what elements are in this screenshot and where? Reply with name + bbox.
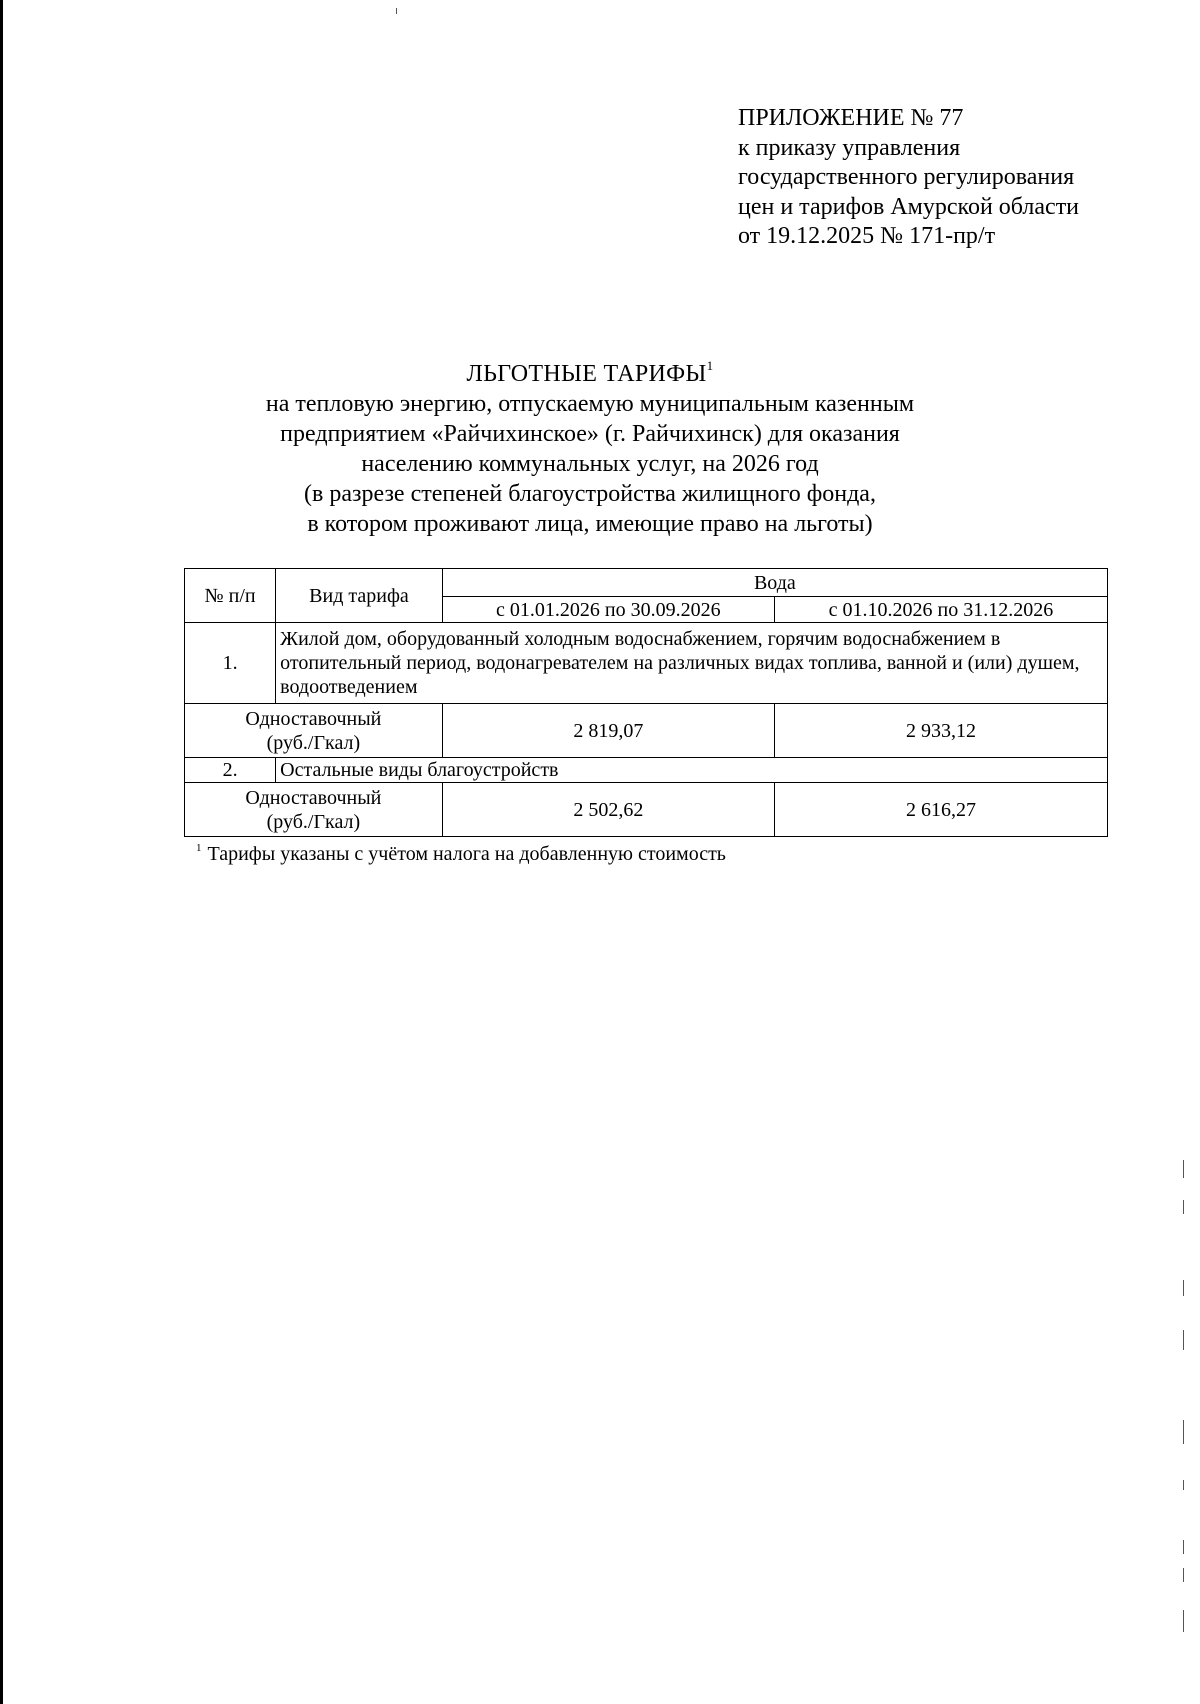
- tariff-value: 2 616,27: [774, 783, 1107, 837]
- appendix-line: государственного регулирования: [738, 164, 1075, 190]
- scan-mark: [1183, 1160, 1184, 1178]
- scan-mark: [396, 8, 397, 14]
- appendix-line: цен и тарифов Амурской области: [738, 193, 1080, 220]
- header-period-2: с 01.10.2026 по 31.12.2026: [774, 597, 1107, 623]
- tariff-kind-unit: (руб./Гкал): [266, 731, 361, 754]
- scan-mark: [1183, 1420, 1184, 1444]
- appendix-line: к приказу управления: [738, 134, 961, 161]
- tariff-value: 2 502,62: [442, 783, 774, 837]
- scan-mark: [1183, 1330, 1184, 1350]
- footnote-mark: 1: [196, 842, 202, 854]
- table-row: [185, 783, 1108, 837]
- appendix-block: [738, 104, 1079, 252]
- header-num: № п/п: [185, 569, 276, 623]
- title-line: (в разрезе степеней благоустройства жилищного фонда,: [304, 481, 876, 507]
- tariff-kind-unit: (руб./Гкал): [266, 810, 361, 833]
- group-number: 2.: [185, 758, 276, 783]
- tariff-kind: [185, 704, 443, 758]
- table-row: [185, 623, 1108, 704]
- scan-mark: [1183, 1480, 1184, 1490]
- table-row: [185, 758, 1108, 783]
- group-description: Жилой дом, оборудованный холодным водоснабжением, горячим водоснабжением в отопительный период, водонагревателем на различных видах топлива, ванной и (или) душем, водоотведением: [276, 623, 1108, 704]
- document-title-block: [160, 359, 1020, 539]
- footnote: [196, 842, 726, 866]
- tariff-kind: [185, 783, 443, 837]
- scan-mark: [1183, 1568, 1184, 1582]
- tariffs-table: [184, 568, 1108, 837]
- group-description: Остальные виды благоустройств: [276, 758, 1108, 783]
- header-kind: Вид тарифа: [276, 569, 443, 623]
- title-line: предприятием «Райчихинское» (г. Райчихинск) для оказания: [280, 421, 900, 447]
- title-line: населению коммунальных услуг, на 2026 год: [361, 451, 819, 477]
- title-line: в котором проживают лица, имеющие право на льготы): [307, 511, 873, 537]
- scan-mark: [1183, 1200, 1184, 1214]
- header-group: Вода: [442, 569, 1107, 597]
- tariff-kind-name: Одноставочный: [245, 707, 382, 730]
- document-title: [160, 359, 1020, 389]
- table-row: [185, 704, 1108, 758]
- scan-mark: [1183, 1540, 1184, 1554]
- document-title-text: ЛЬГОТНЫЕ ТАРИФЫ: [466, 361, 707, 387]
- footnote-text: Тарифы указаны с учётом налога на добавленную стоимость: [207, 843, 726, 865]
- tariff-value: 2 819,07: [442, 704, 774, 758]
- group-number: 1.: [185, 623, 276, 704]
- appendix-order-date: от 19.12.2025 № 171-пр/т: [738, 223, 996, 249]
- title-line: на тепловую энергию, отпускаемую муниципальным казенным: [265, 391, 915, 417]
- appendix-number: ПРИЛОЖЕНИЕ № 77: [738, 105, 964, 131]
- scan-edge: [0, 0, 3, 1704]
- scan-mark: [1183, 1610, 1184, 1632]
- tariff-kind-name: Одноставочный: [245, 786, 382, 809]
- title-footnote-mark: 1: [706, 358, 714, 373]
- table-header-row: [185, 569, 1108, 597]
- scan-mark: [1183, 1280, 1184, 1296]
- tariff-value: 2 933,12: [774, 704, 1107, 758]
- header-period-1: с 01.01.2026 по 30.09.2026: [442, 597, 774, 623]
